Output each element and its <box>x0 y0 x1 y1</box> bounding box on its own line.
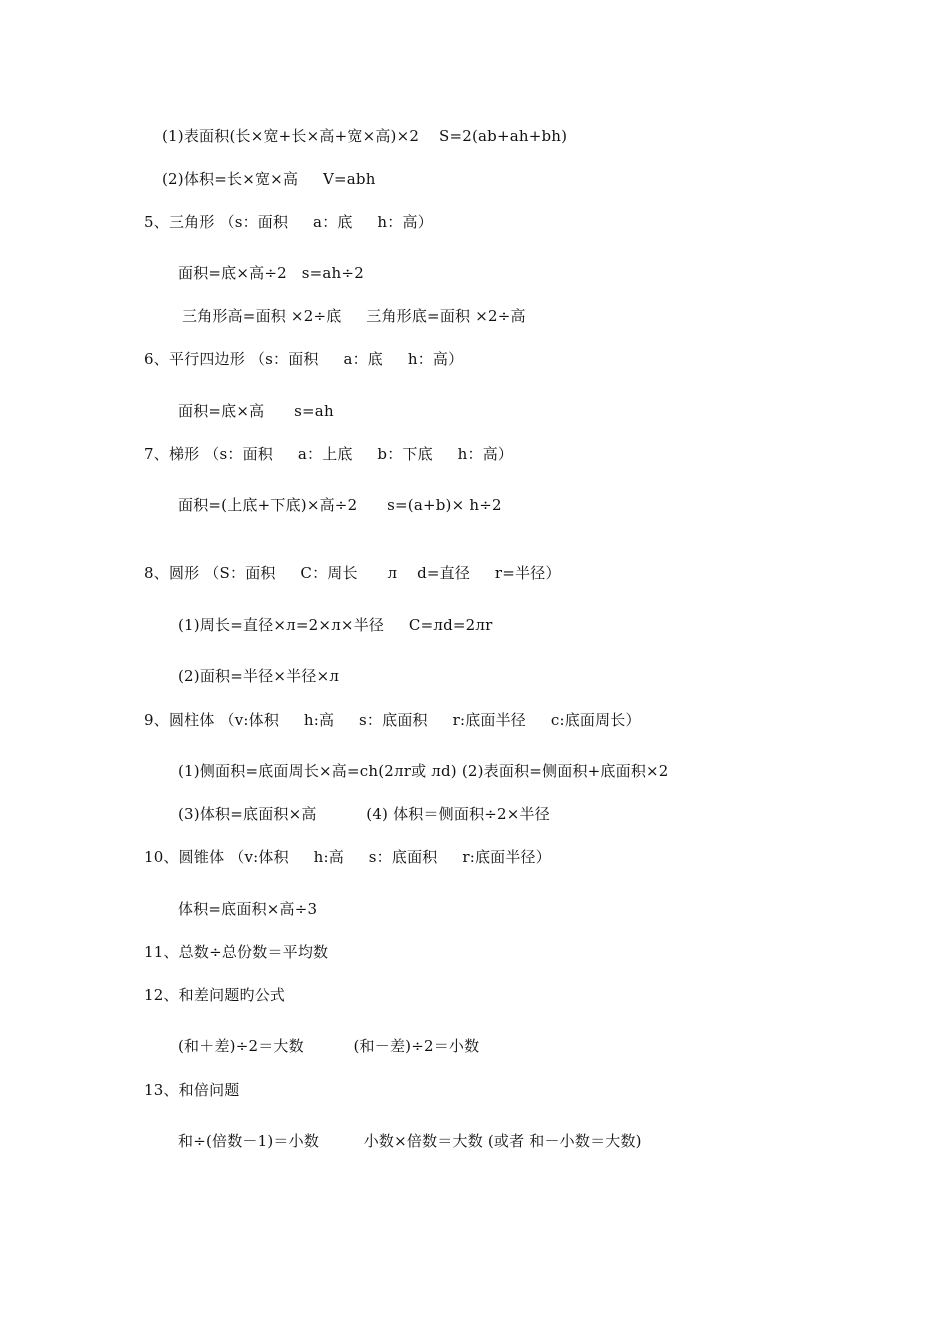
section-cone-heading: 10、圆锥体 （v:体积 h:高 s：底面积 r:底面半径） <box>144 848 551 866</box>
section-sum-difference-heading: 12、和差问题旳公式 <box>144 986 286 1004</box>
section-triangle-heading: 5、三角形 （s：面积 a：底 h：高） <box>144 213 433 231</box>
section-parallelogram-heading: 6、平行四边形 （s：面积 a：底 h：高） <box>144 350 464 368</box>
cone-volume-formula: 体积=底面积×高÷3 <box>178 900 318 918</box>
triangle-area-formula: 面积=底×高÷2 s=ah÷2 <box>178 264 364 282</box>
section-sum-multiple-heading: 13、和倍问题 <box>144 1081 240 1099</box>
cylinder-lateral-surface-formula: (1)侧面积=底面周长×高=ch(2лr或 лd) (2)表面积=侧面积+底面积×2 <box>178 762 669 780</box>
sum-multiple-formula: 和÷(倍数－1)＝小数 小数×倍数＝大数 (或者 和－小数＝大数) <box>178 1132 642 1150</box>
section-circle-heading: 8、圆形 （S：面积 C：周长 л d=直径 r=半径） <box>144 564 561 582</box>
section-cylinder-heading: 9、圆柱体 （v:体积 h:高 s：底面积 r:底面半径 c:底面周长） <box>144 711 641 729</box>
cuboid-volume-formula: (2)体积=长×宽×高 V=abh <box>162 170 376 188</box>
circle-circumference-formula: (1)周长=直径×л=2×л×半径 C=лd=2лr <box>178 616 493 634</box>
triangle-height-base-formula: 三角形高=面积 ×2÷底 三角形底=面积 ×2÷高 <box>182 307 526 325</box>
cylinder-volume-formula: (3)体积=底面积×高 (4) 体积＝侧面积÷2×半径 <box>178 805 550 823</box>
sum-difference-formula: (和＋差)÷2＝大数 (和－差)÷2＝小数 <box>178 1037 480 1055</box>
parallelogram-area-formula: 面积=底×高 s=ah <box>178 402 334 420</box>
section-average-formula: 11、总数÷总份数＝平均数 <box>144 943 329 961</box>
cuboid-surface-area-formula: (1)表面积(长×宽+长×高+宽×高)×2 S=2(ab+ah+bh) <box>162 127 568 145</box>
section-trapezoid-heading: 7、梯形 （s：面积 a：上底 b：下底 h：高） <box>144 445 514 463</box>
trapezoid-area-formula: 面积=(上底+下底)×高÷2 s=(a+b)× h÷2 <box>178 496 502 514</box>
circle-area-formula: (2)面积=半径×半径×л <box>178 667 340 685</box>
